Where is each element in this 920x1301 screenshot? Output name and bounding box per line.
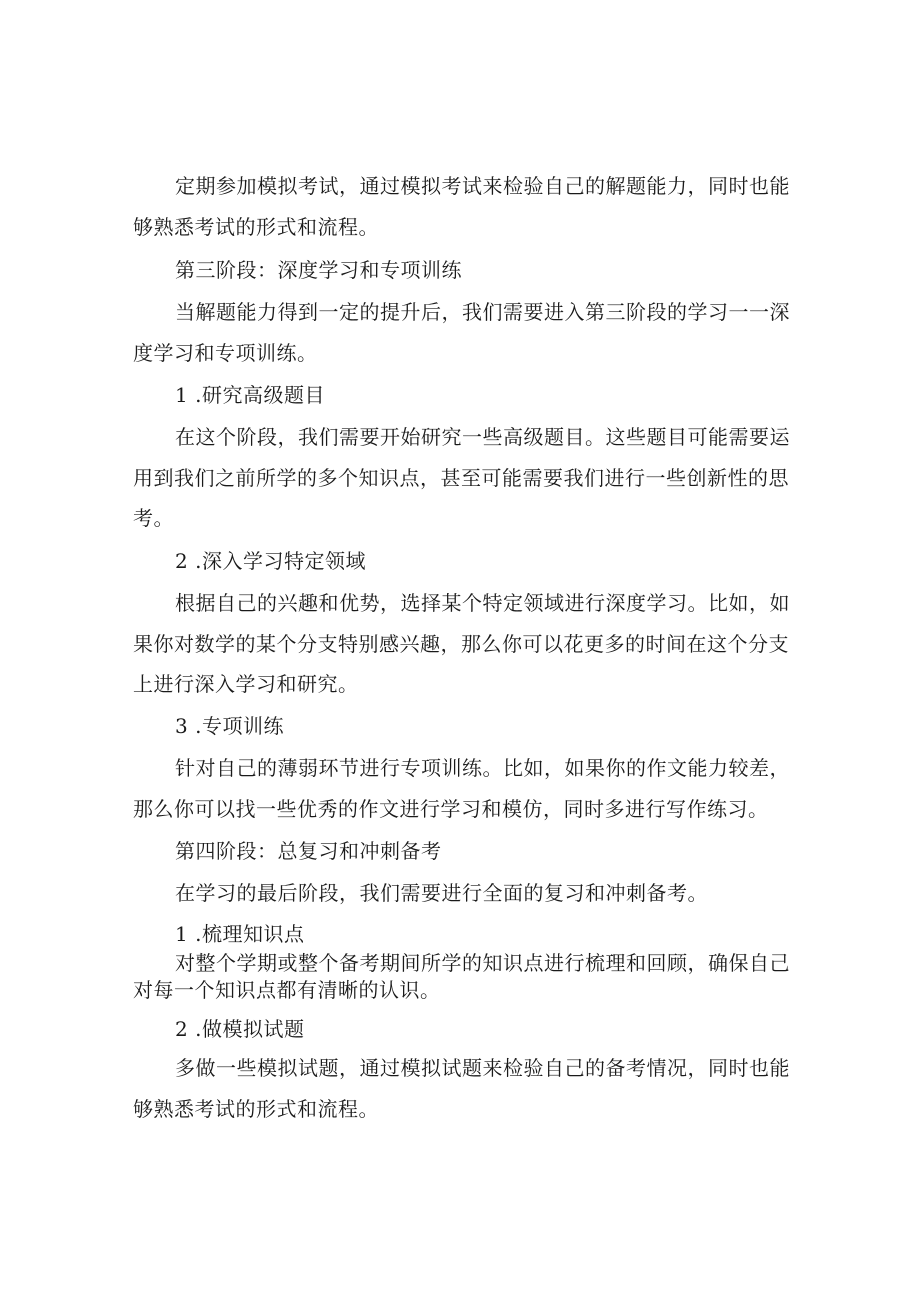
section-heading: 第三阶段：深度学习和专项训练 bbox=[175, 258, 462, 282]
paragraph-line: 够熟悉考试的形式和流程。 bbox=[133, 215, 379, 239]
paragraph-line: 对整个学期或整个备考期间所学的知识点进行梳理和回顾，确保自己 bbox=[175, 951, 790, 975]
section-heading: 第四阶段：总复习和冲刺备考 bbox=[175, 839, 442, 863]
paragraph-line: 那么你可以找一些优秀的作文进行学习和模仿，同时多进行写作练习。 bbox=[133, 797, 769, 821]
paragraph-line: 在学习的最后阶段，我们需要进行全面的复习和冲刺备考。 bbox=[175, 881, 708, 905]
paragraph-line: 对每一个知识点都有清晰的认识。 bbox=[133, 978, 441, 1002]
subsection-heading: 2 .深入学习特定领域 bbox=[175, 549, 366, 573]
paragraph-line: 上进行深入学习和研究。 bbox=[133, 672, 359, 696]
paragraph-line: 果你对数学的某个分支特别感兴趣，那么你可以花更多的时间在这个分支 bbox=[133, 632, 789, 656]
paragraph-line: 根据自己的兴趣和优势，选择某个特定领域进行深度学习。比如，如 bbox=[175, 591, 790, 615]
paragraph-line: 度学习和专项训练。 bbox=[133, 341, 318, 365]
subsection-heading: 1 .梳理知识点 bbox=[175, 922, 305, 946]
paragraph-line: 考。 bbox=[133, 506, 174, 530]
subsection-heading: 2 .做模拟试题 bbox=[175, 1017, 305, 1041]
subsection-heading: 3 .专项训练 bbox=[175, 714, 284, 738]
paragraph-line: 当解题能力得到一定的提升后，我们需要进入第三阶段的学习一一深 bbox=[175, 300, 790, 324]
paragraph-line: 用到我们之前所学的多个知识点，甚至可能需要我们进行一些创新性的思 bbox=[133, 466, 789, 490]
paragraph-line: 在这个阶段，我们需要开始研究一些高级题目。这些题目可能需要运 bbox=[175, 425, 790, 449]
subsection-heading: 1 .研究高级题目 bbox=[175, 383, 325, 407]
paragraph-line: 定期参加模拟考试，通过模拟考试来检验自己的解题能力，同时也能 bbox=[175, 174, 790, 198]
paragraph-line: 针对自己的薄弱环节进行专项训练。比如，如果你的作文能力较差， bbox=[175, 756, 790, 780]
paragraph-line: 够熟悉考试的形式和流程。 bbox=[133, 1097, 379, 1121]
paragraph-line: 多做一些模拟试题，通过模拟试题来检验自己的备考情况，同时也能 bbox=[175, 1056, 790, 1080]
